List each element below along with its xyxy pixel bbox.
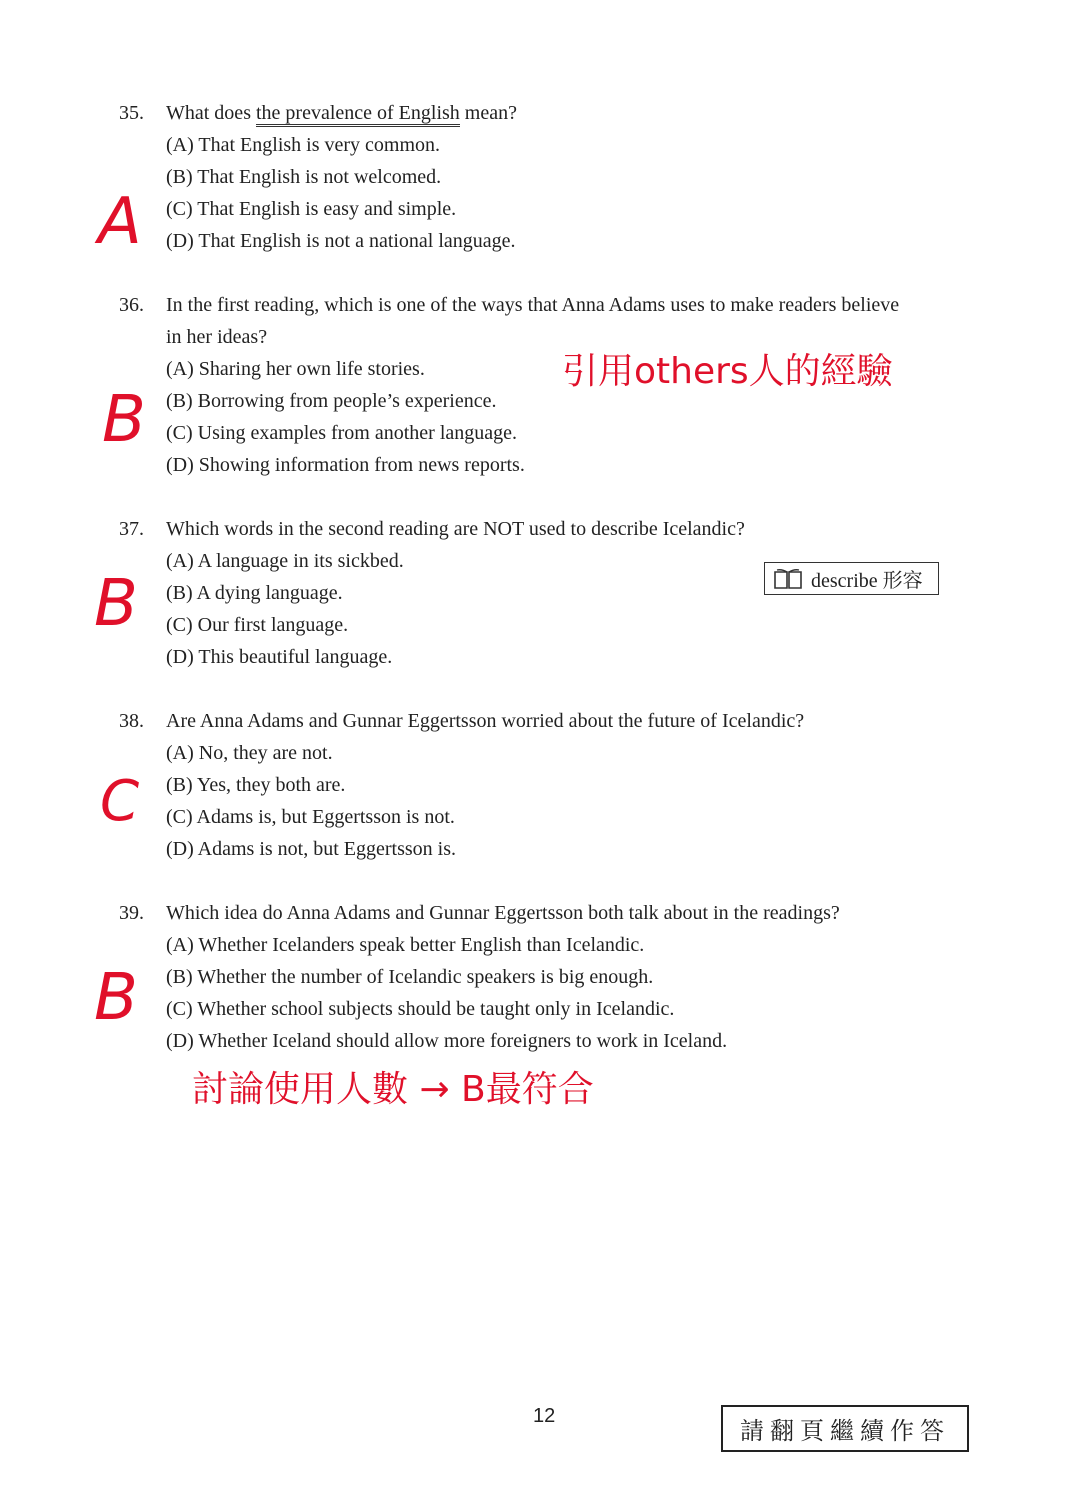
option-b: (B) A dying language. — [166, 582, 343, 604]
page-number: 12 — [533, 1405, 556, 1427]
underlined-phrase: the prevalence of English — [256, 102, 460, 127]
book-icon — [773, 568, 803, 590]
option-d: (D) Whether Iceland should allow more foreigners to work in Iceland. — [166, 1030, 728, 1052]
question-stem: Are Anna Adams and Gunnar Eggertsson worried about the future of Icelandic? — [166, 710, 805, 732]
option-b: (B) That English is not welcomed. — [166, 166, 442, 188]
option-a: (A) No, they are not. — [166, 742, 333, 764]
question-stem-line1: In the first reading, which is one of the ways that Anna Adams uses to make readers believe — [166, 294, 900, 316]
question-number: 38. — [119, 710, 144, 732]
handwritten-note: 引用others人的經驗 — [562, 351, 893, 392]
handwritten-note: 討論使用人數 → B最符合 — [192, 1069, 594, 1110]
option-d: (D) This beautiful language. — [166, 646, 393, 668]
question-number: 35. — [119, 102, 144, 124]
option-d: (D) That English is not a national language. — [166, 230, 516, 252]
option-c: (C) That English is easy and simple. — [166, 198, 457, 220]
handwritten-answer: B — [94, 961, 138, 1035]
option-a: (A) Sharing her own life stories. — [166, 358, 425, 380]
continue-label: 請翻頁繼續作答 — [740, 1417, 950, 1445]
option-c: (C) Adams is, but Eggertsson is not. — [166, 806, 455, 828]
question-number: 36. — [119, 294, 144, 316]
handwritten-answer: C — [100, 769, 140, 834]
option-b: (B) Borrowing from people’s experience. — [166, 390, 497, 412]
option-c: (C) Using examples from another language. — [166, 422, 518, 444]
handwritten-answer: B — [94, 567, 138, 641]
option-b: (B) Yes, they both are. — [166, 774, 346, 796]
option-d: (D) Adams is not, but Eggertsson is. — [166, 838, 456, 860]
question-number: 39. — [119, 902, 144, 924]
handwritten-answer: B — [102, 383, 146, 457]
option-a: (A) That English is very common. — [166, 134, 441, 156]
option-c: (C) Whether school subjects should be taught only in Icelandic. — [166, 998, 675, 1020]
option-a: (A) Whether Icelanders speak better English than Icelandic. — [166, 934, 645, 956]
option-b: (B) Whether the number of Icelandic speakers is big enough. — [166, 966, 654, 988]
question-stem: Which idea do Anna Adams and Gunnar Eggertsson both talk about in the readings? — [166, 902, 840, 924]
handwritten-answer: A — [98, 185, 142, 259]
question-stem: What does the prevalence of English mean? — [166, 102, 517, 125]
vocab-box — [764, 562, 939, 595]
question-stem-line2: in her ideas? — [166, 326, 268, 348]
continue-notice — [721, 1405, 969, 1452]
option-a: (A) A language in its sickbed. — [166, 550, 404, 572]
question-stem: Which words in the second reading are NOT used to describe Icelandic? — [166, 518, 745, 540]
option-d: (D) Showing information from news reports. — [166, 454, 525, 476]
question-number: 37. — [119, 518, 144, 540]
option-c: (C) Our first language. — [166, 614, 349, 636]
vocab-text: describe 形容 — [811, 570, 923, 592]
